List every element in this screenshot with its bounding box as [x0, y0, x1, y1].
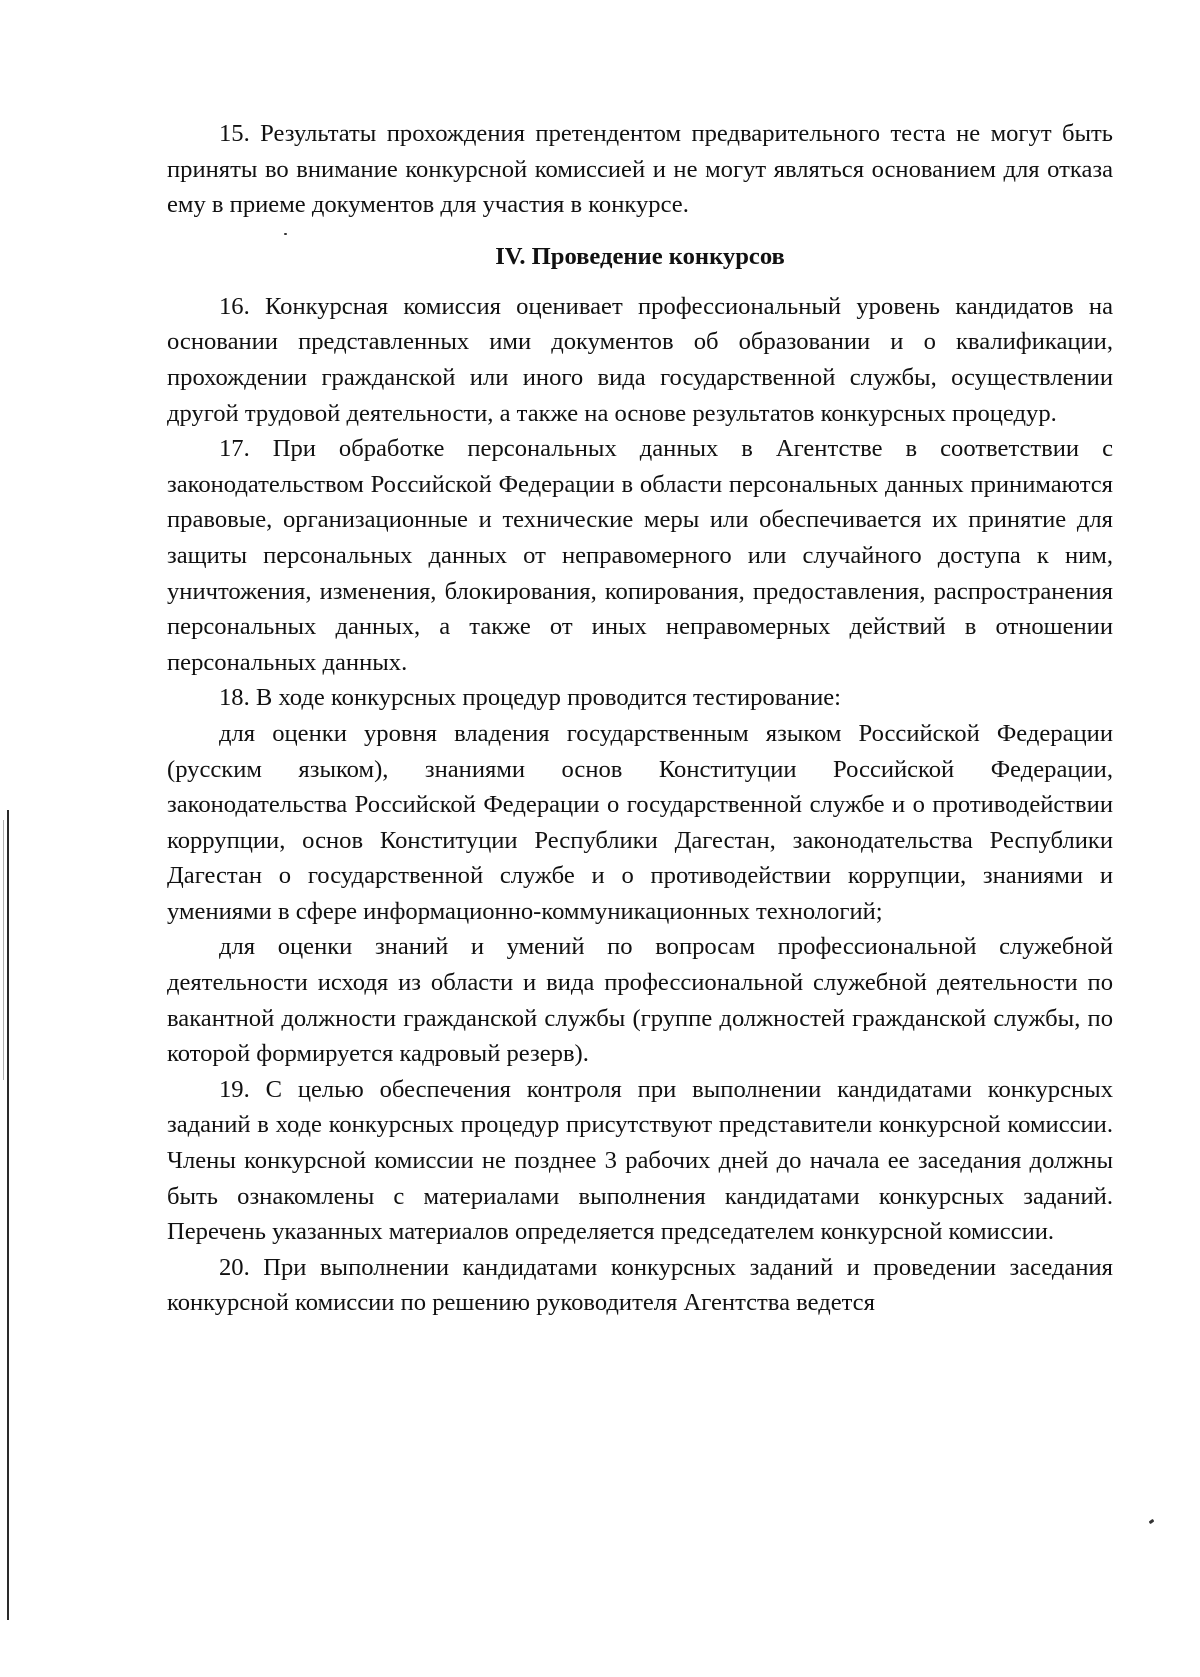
scan-edge-line — [7, 810, 9, 1620]
paragraph-20: 20. При выполнении кандидатами конкурсных заданий и проведении заседания конкурсной комиссии по решению руководителя Агентства ведется — [167, 1253, 1113, 1317]
scan-speck — [1149, 1519, 1155, 1524]
paragraph-19: 19. С целью обеспечения контроля при выполнении кандидатами конкурсных заданий в ходе конкурсных процедур присутствуют представители конкурсной комиссии. Члены конкурсной комиссии не позднее 3 рабочих дней до начала ее заседания должны быть ознакомлены с материалами выполнения кандидатами конкурсных заданий. Перечень указанных материалов определяется председателем конкурсной комиссии. — [167, 1075, 1113, 1246]
paragraph-15: 15. Результаты прохождения претендентом предварительного теста не могут быть приняты во внимание конкурсной комиссией и не могут являться основанием для отказа ему в приеме документов для участия в конкурсе. — [167, 120, 1113, 219]
section-heading: IV. Проведение конкурсов — [495, 242, 785, 270]
paragraph-16: 16. Конкурсная комиссия оценивает профессиональный уровень кандидатов на основании представленных ими документов об образовании и о квалификации, прохождении гражданской или иного вида государственной службы, осуществлении другой трудовой деятельности, а также на основе результатов конкурсных процедур. — [167, 292, 1113, 427]
document-body — [167, 116, 1113, 1321]
paragraph-18-item-1: для оценки уровня владения государственным языком Российской Федерации (русским языком), знаниями основ Конституции Российской Федерации, законодательства Российской Федерации о государственной службе и о противодействии коррупции, основ Конституции Республики Дагестан, законодательства Республики Дагестан о государственной службе и о противодействии коррупции, знаниями и умениями в сфере информационно-коммуникационных технологий; — [167, 719, 1113, 925]
paragraph-17: 17. При обработке персональных данных в Агентстве в соответствии с законодательством Российской Федерации в области персональных данных принимаются правовые, организационные и технические меры или обеспечивается их принятие для защиты персональных данных от неправомерного или случайного доступа к ним, уничтожения, изменения, блокирования, копирования, предоставления, распространения персональных данных, а также от иных неправомерных действий в отношении персональных данных. — [167, 435, 1113, 676]
paragraph-18-item-2: для оценки знаний и умений по вопросам профессиональной служебной деятельности исходя из области и вида профессиональной служебной деятельности по вакантной должности гражданской службы (группе должностей гражданской службы, по которой формируется кадровый резерв). — [167, 933, 1113, 1068]
scan-edge-shadow — [3, 820, 4, 1080]
paragraph-18: 18. В ходе конкурсных процедур проводится тестирование: — [219, 684, 841, 712]
